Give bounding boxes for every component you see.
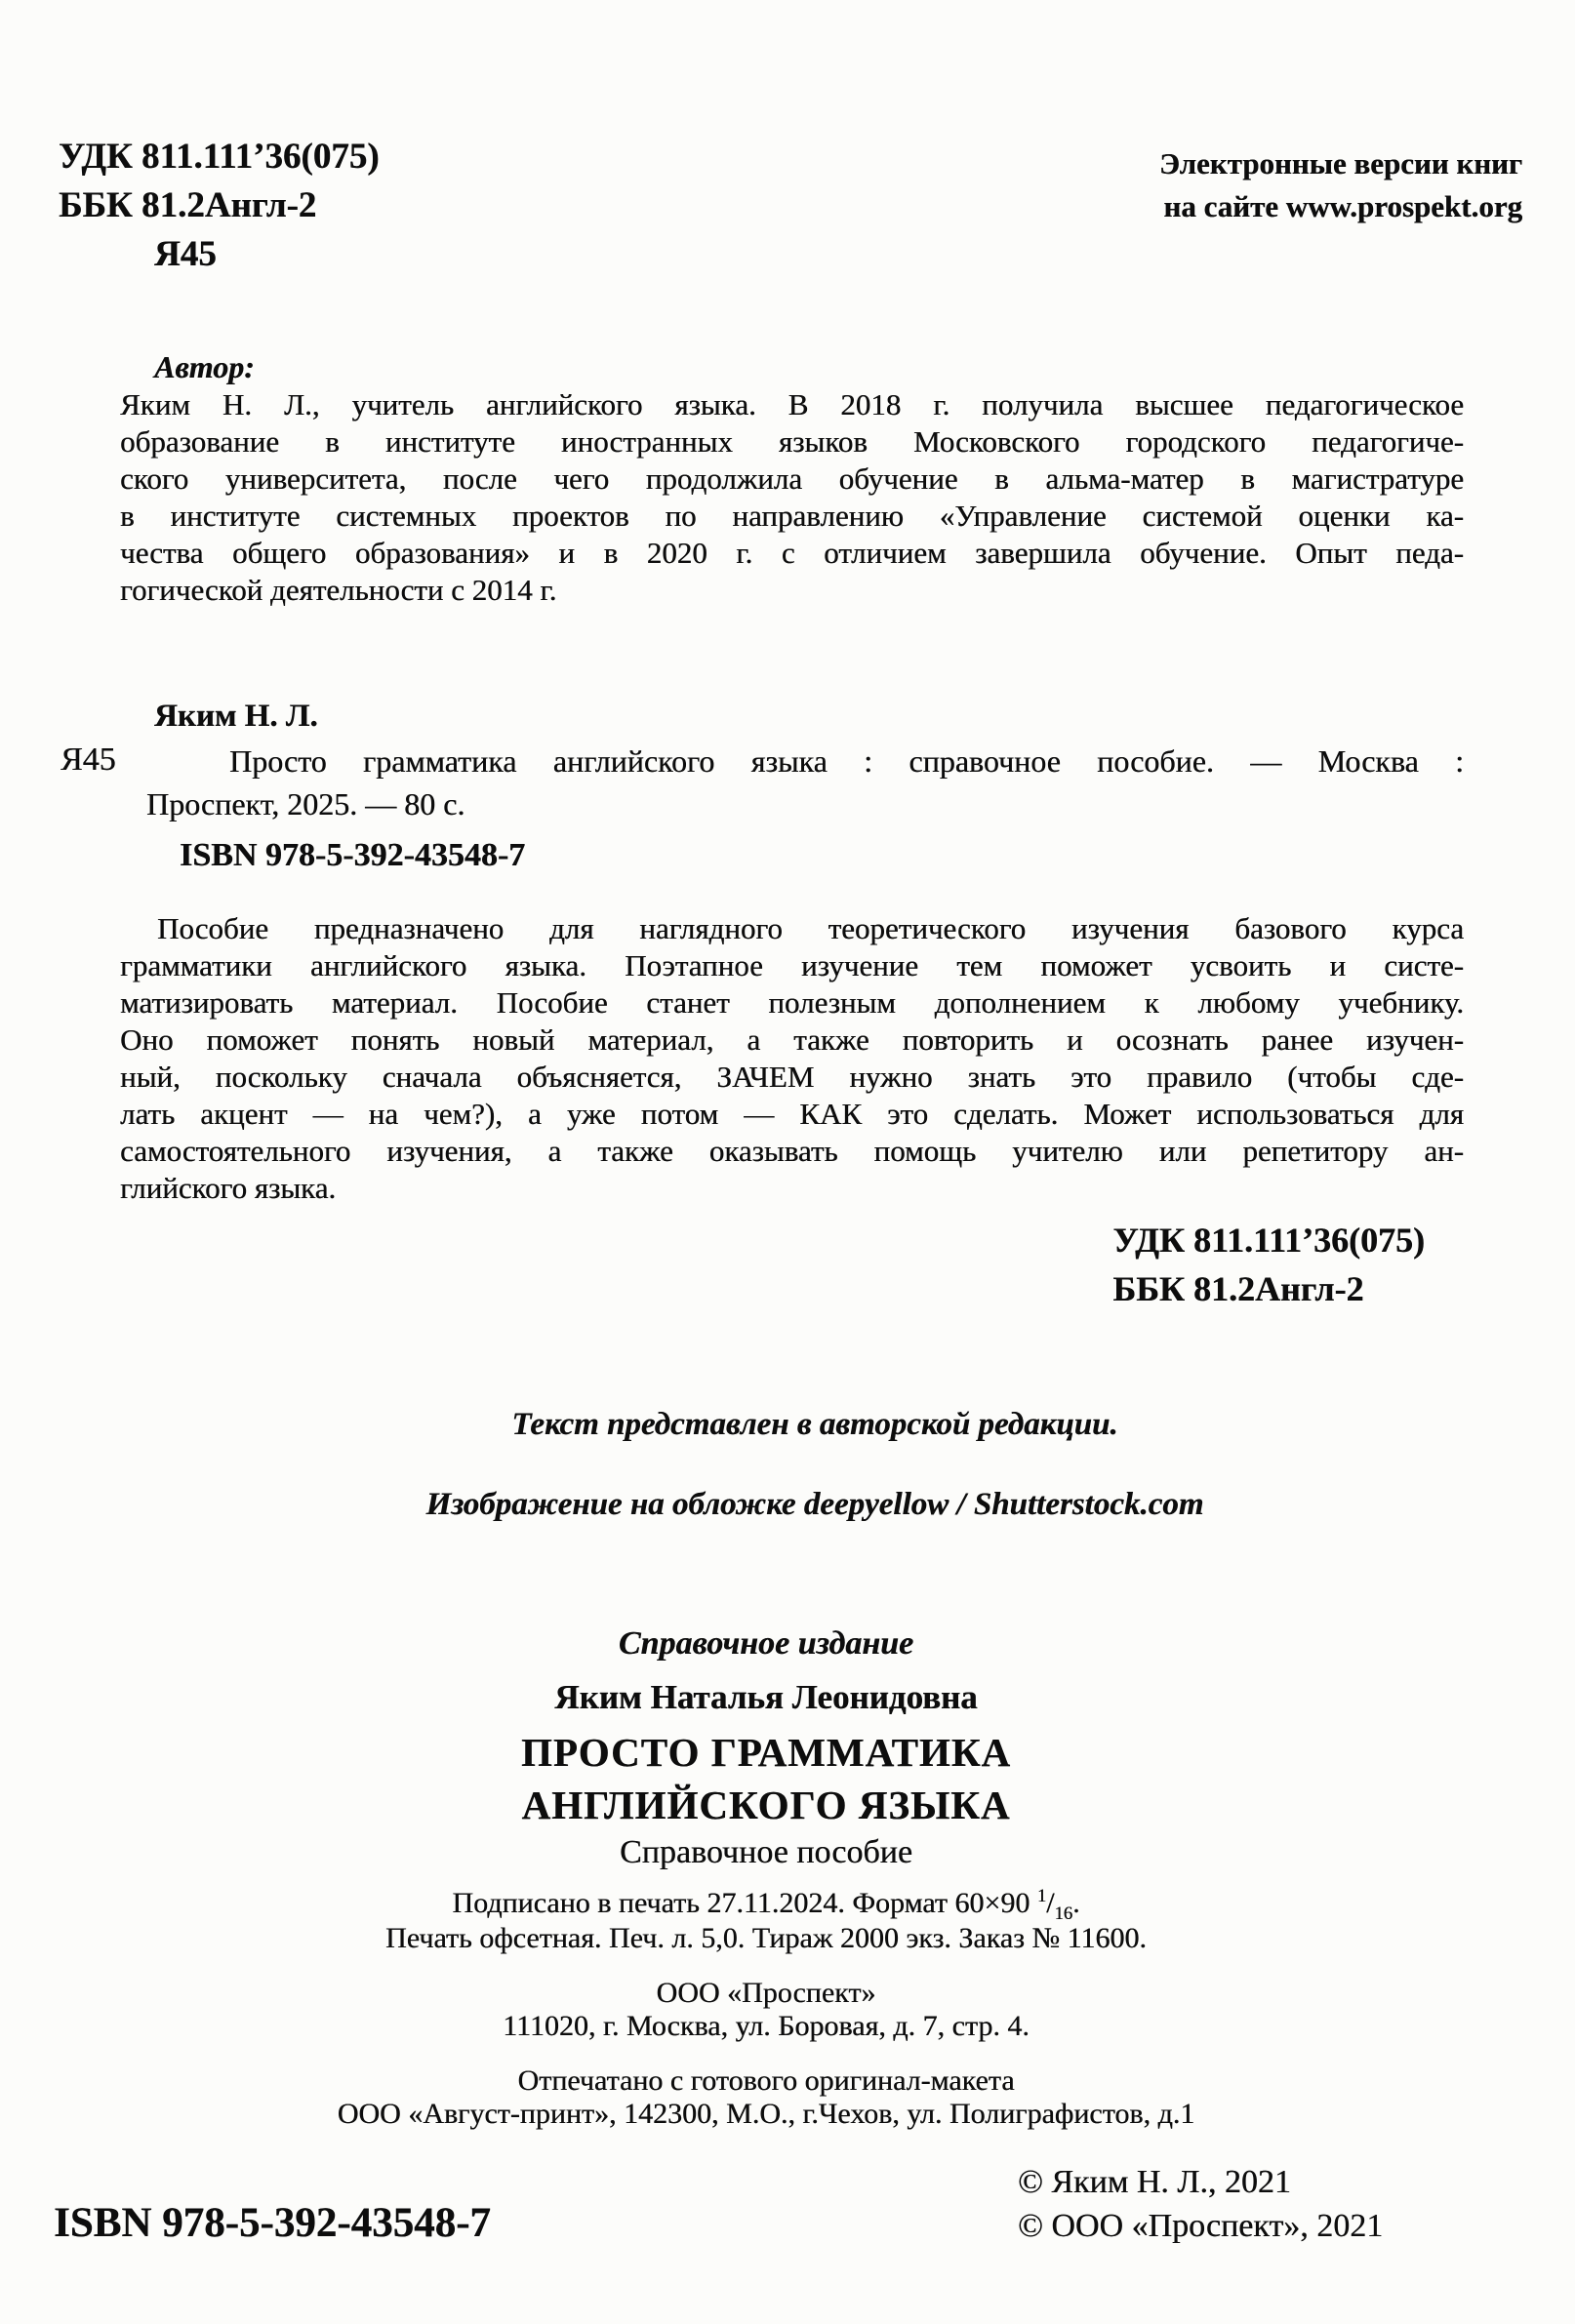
biblio-author: Яким Н. Л.: [154, 699, 318, 734]
print-meta-line-1: [0, 1886, 1532, 1924]
copyright-author: © Яким Н. Л., 2021: [1018, 2164, 1291, 2200]
copyright-publisher: © ООО «Проспект», 2021: [1018, 2208, 1384, 2244]
biblio-entry: [146, 740, 1464, 825]
edition-type: Справочное издание: [618, 1625, 914, 1662]
book-title-line-2: АНГЛИЙСКОГО ЯЗЫКА: [521, 1783, 1011, 1827]
author-note-line: в институте системных проектов по направлению «Управление системой оценки ка-: [120, 499, 1464, 533]
bbk-code-repeat: ББК 81.2Англ-2: [1112, 1269, 1364, 1308]
eversion-line-1: Электронные версии книг: [1158, 146, 1522, 180]
annotation-line: ный, поскольку сначала объясняется, ЗАЧЕМ нужно знать это правило (чтобы сде-: [120, 1060, 1464, 1094]
copyright-block: [1018, 2160, 1383, 2248]
annotation-line: Пособие предназначено для наглядного теоретического изучения базового курса: [157, 911, 1464, 945]
author-note-line: образование в институте иностранных языков Московского городского педагогиче-: [120, 424, 1464, 459]
print-meta-line-2: Печать офсетная. Печ. л. 5,0. Тираж 2000 экз. Заказ № 11600.: [385, 1922, 1147, 1954]
eversion-line-2: на сайте www.prospekt.org: [1163, 189, 1522, 223]
author-note-line: гогической деятельности с 2014 г.: [120, 573, 557, 607]
annotation-line: лать акцент — на чем?), а уже потом — КАК это сделать. Может использоваться для: [120, 1097, 1464, 1131]
annotation-paragraph: [120, 910, 1464, 1207]
format-fraction-denominator: 16: [1054, 1903, 1073, 1924]
printer-address: ООО «Август-принт», 142300, М.О., г.Чехов, ул. Полиграфистов, д.1: [337, 2098, 1195, 2130]
annotation-line: грамматики английского языка. Поэтапное изучение тем поможет усвоить и систе-: [120, 948, 1464, 982]
author-sign-code: Я45: [154, 234, 217, 274]
printed-from-note: Отпечатано с готового оригинал-макета: [517, 2064, 1015, 2097]
footer-isbn: ISBN 978-5-392-43548-7: [54, 2200, 491, 2246]
author-note-line: чества общего образования» и в 2020 г. с отличием завершила обучение. Опыт педа-: [120, 536, 1464, 570]
format-fraction-numerator: 1: [1036, 1886, 1047, 1906]
eversion-note: [1159, 142, 1522, 228]
annotation-line: Оно поможет понять новый материал, а также повторить и осознать ранее изучен-: [120, 1022, 1464, 1057]
biblio-entry-line: Проспект, 2025. — 80 с.: [146, 786, 465, 821]
edition-subtitle: Справочное пособие: [620, 1834, 912, 1870]
author-note-label: Автор:: [154, 349, 255, 384]
bbk-code: ББК 81.2Англ-2: [59, 185, 317, 225]
isbn-line: ISBN 978-5-392-43548-7: [180, 837, 526, 873]
editorial-note: Текст представлен в авторской редакции.: [511, 1407, 1118, 1442]
edition-author-full: Яким Наталья Леонидовна: [554, 1678, 978, 1716]
udk-code-repeat: УДК 811.111’36(075): [1112, 1221, 1425, 1260]
format-fraction-slash: /: [1046, 1887, 1055, 1919]
bottom-codes-block: [1112, 1216, 1425, 1313]
annotation-line: глийского языка.: [120, 1171, 337, 1205]
biblio-sign-code: Я45: [61, 741, 116, 778]
cover-credit-note: Изображение на обложке deepyellow / Shutterstock.com: [425, 1487, 1204, 1522]
author-note-paragraph: [120, 386, 1464, 609]
top-codes-block: [59, 133, 380, 279]
annotation-line: матизировать материал. Пособие станет полезным дополнением к любому учебнику.: [120, 985, 1464, 1020]
annotation-line: самостоятельного изучения, а также оказывать помощь учителю или репетитору ан-: [120, 1134, 1464, 1168]
author-note-line: ского университета, после чего продолжила обучение в альма-матер в магистратуре: [120, 461, 1464, 496]
book-title-line-1: ПРОСТО ГРАММАТИКА: [520, 1730, 1012, 1775]
print-meta-prefix: Подписано в печать 27.11.2024. Формат 60×90: [452, 1887, 1037, 1919]
author-note-line: Яким Н. Л., учитель английского языка. В 2018 г. получила высшее педагогическое: [120, 387, 1464, 421]
print-meta-suffix: .: [1072, 1887, 1080, 1919]
publisher-name: ООО «Проспект»: [656, 1977, 876, 2009]
udk-code: УДК 811.111’36(075): [59, 137, 380, 177]
publisher-address: 111020, г. Москва, ул. Боровая, д. 7, стр. 4.: [503, 2010, 1030, 2042]
biblio-entry-line: Просто грамматика английского языка : справочное пособие. — Москва :: [229, 743, 1464, 779]
